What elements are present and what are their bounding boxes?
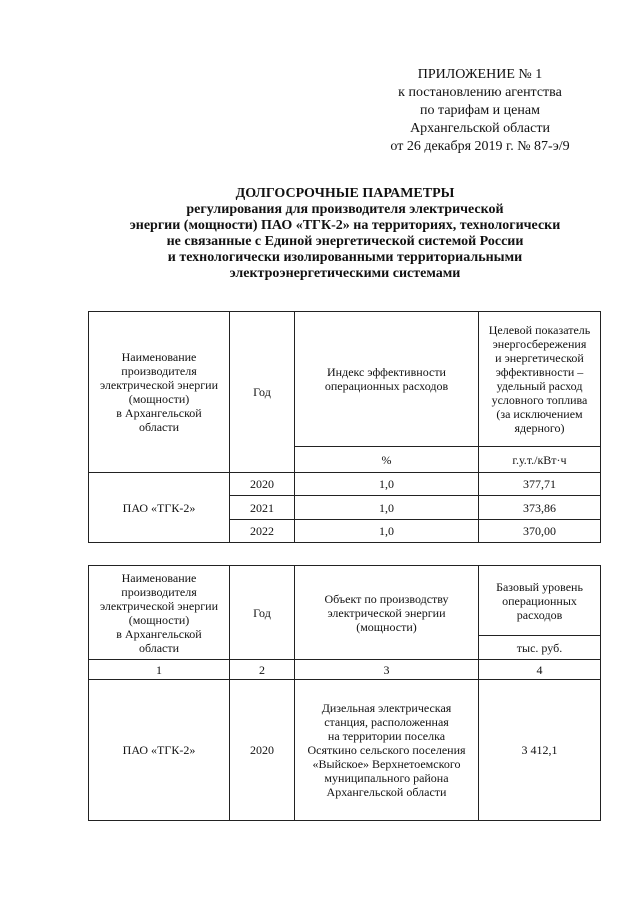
- producer-cell: ПАО «ТГК-2»: [89, 680, 230, 821]
- header-efficiency-index: Индекс эффективности операционных расходов: [295, 312, 479, 447]
- document-title: [95, 186, 595, 282]
- index-cell: 1,0: [295, 520, 479, 543]
- year-cell: 2022: [230, 520, 295, 543]
- header-object: Объект по производству электрической энергии (мощности): [295, 566, 479, 660]
- title-line: энергии (мощности) ПАО «ТГК-2» на территориях, технологически: [129, 218, 561, 233]
- column-number: 1: [89, 660, 230, 680]
- index-cell: 1,0: [295, 473, 479, 496]
- column-number: 3: [295, 660, 479, 680]
- target-cell: 377,71: [479, 473, 601, 496]
- efficiency-parameters-table: [88, 311, 601, 543]
- base-level-cell: 3 412,1: [479, 680, 601, 821]
- producer-cell: ПАО «ТГК-2»: [89, 473, 230, 543]
- header-year: Год: [230, 566, 295, 660]
- year-cell: 2021: [230, 496, 295, 520]
- title-line: и технологически изолированными территориальными: [167, 250, 523, 265]
- column-number: 2: [230, 660, 295, 680]
- annex-ref-line: по тарифам и ценам: [420, 103, 540, 118]
- header-producer: Наименование производителя электрической энергии (мощности) в Архангельской области: [89, 312, 230, 473]
- annex-date-number: от 26 декабря 2019 г. № 87-э/9: [390, 139, 570, 154]
- year-cell: 2020: [230, 473, 295, 496]
- header-base-level: Базовый уровень операционных расходов: [479, 566, 601, 636]
- header-producer: Наименование производителя электрической энергии (мощности) в Архангельской области: [89, 566, 230, 660]
- object-cell: Дизельная электрическая станция, расположенная на территории поселка Осяткино сельского поселения «Выйское» Верхнетоемского муниципального района Архангельской области: [295, 680, 479, 821]
- annex-ref-line: к постановлению агентства: [398, 85, 562, 100]
- title-line: ДОЛГОСРОЧНЫЕ ПАРАМЕТРЫ: [235, 186, 455, 201]
- year-cell: 2020: [230, 680, 295, 821]
- annex-header: [370, 66, 590, 156]
- header-year: Год: [230, 312, 295, 473]
- title-line: регулирования для производителя электрической: [186, 202, 504, 217]
- title-line: не связанные с Единой энергетической системой России: [166, 234, 524, 249]
- unit-percent: %: [295, 447, 479, 473]
- header-target-indicator: Целевой показатель энергосбережения и энергетической эффективности – удельный расход условного топлива (за исключением ядерного): [479, 312, 601, 447]
- index-cell: 1,0: [295, 496, 479, 520]
- target-cell: 373,86: [479, 496, 601, 520]
- unit-thousand-rub: тыс. руб.: [479, 636, 601, 660]
- column-number: 4: [479, 660, 601, 680]
- target-cell: 370,00: [479, 520, 601, 543]
- annex-ref-line: Архангельской области: [410, 121, 550, 136]
- title-line: электроэнергетическими системами: [229, 266, 461, 281]
- annex-number: ПРИЛОЖЕНИЕ № 1: [417, 67, 543, 82]
- base-operating-costs-table: [88, 565, 601, 821]
- unit-fuel: г.у.т./кВт·ч: [479, 447, 601, 473]
